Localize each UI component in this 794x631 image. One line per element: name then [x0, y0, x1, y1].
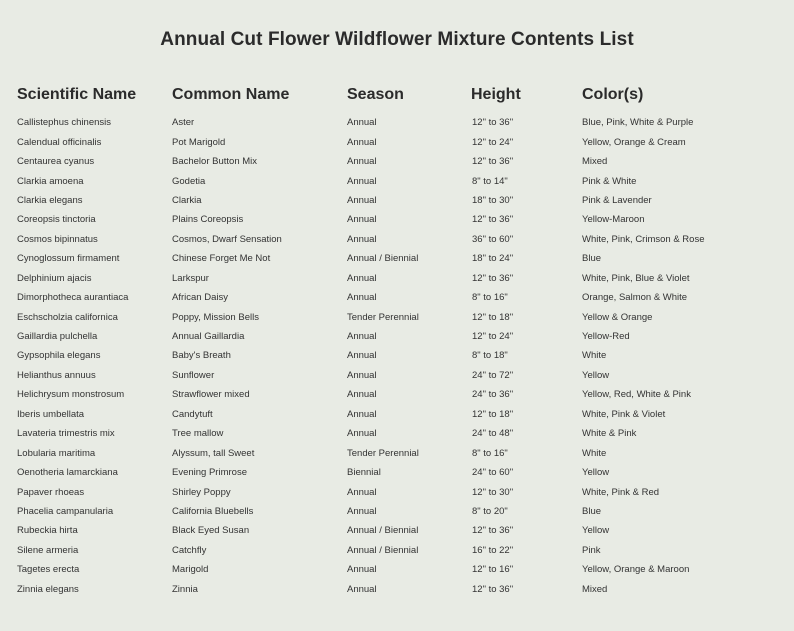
colors-cell: Blue [582, 505, 602, 517]
table-row [17, 541, 772, 560]
height-cell: 36" to 60" [472, 233, 514, 245]
common-name-cell: Zinnia [172, 583, 198, 595]
table-row [17, 424, 772, 443]
colors-cell: White, Pink, Crimson & Rose [582, 233, 705, 245]
table-row [17, 152, 772, 171]
header-season: Season [347, 86, 404, 103]
scientific-name-cell: Zinnia elegans [17, 583, 79, 595]
colors-cell: Yellow [582, 467, 610, 479]
common-name-cell: Annual Gaillardia [172, 331, 245, 343]
scientific-name-cell: Lobularia maritima [17, 447, 96, 459]
season-cell: Annual [347, 369, 377, 381]
common-name-cell: Poppy, Mission Bells [172, 311, 259, 323]
season-cell: Annual [347, 331, 377, 343]
colors-cell: Yellow & Orange [582, 311, 653, 323]
colors-cell: Yellow [582, 525, 610, 537]
common-name-cell: Cosmos, Dwarf Sensation [172, 233, 282, 245]
season-cell: Annual [347, 389, 377, 401]
colors-cell: Pink [582, 544, 601, 556]
common-name-cell: Larkspur [172, 272, 209, 284]
season-cell: Annual [347, 505, 377, 517]
colors-cell: White, Pink, Blue & Violet [582, 272, 690, 284]
table-row [17, 463, 772, 482]
season-cell: Annual / Biennial [347, 253, 419, 265]
common-name-cell: Godetia [172, 175, 206, 187]
season-cell: Annual [347, 156, 377, 168]
common-name-cell: Tree mallow [172, 428, 224, 440]
table-row [17, 307, 772, 326]
height-cell: 12" to 18" [472, 311, 514, 323]
table-row [17, 521, 772, 540]
common-name-cell: Evening Primrose [172, 467, 247, 479]
table-row [17, 191, 772, 210]
scientific-name-cell: Helichrysum monstrosum [17, 389, 125, 401]
season-cell: Annual [347, 292, 377, 304]
height-cell: 16" to 22" [472, 544, 514, 556]
height-cell: 12" to 16" [472, 564, 514, 576]
height-cell: 24" to 72" [472, 369, 514, 381]
table-row [17, 443, 772, 462]
colors-cell: Pink & White [582, 175, 637, 187]
colors-cell: White [582, 447, 607, 459]
common-name-cell: Bachelor Button Mix [172, 156, 258, 168]
scientific-name-cell: Phacelia campanularia [17, 505, 114, 517]
height-cell: 8" to 14" [472, 175, 508, 187]
header-scientific-name: Scientific Name [17, 86, 137, 103]
table-row [17, 560, 772, 579]
height-cell: 12" to 36" [472, 525, 514, 537]
table-header-row [17, 83, 772, 113]
height-cell: 12" to 24" [472, 136, 514, 148]
table-row [17, 502, 772, 521]
season-cell: Annual / Biennial [347, 544, 419, 556]
table-row [17, 269, 772, 288]
season-cell: Annual [347, 486, 377, 498]
scientific-name-cell: Dimorphotheca aurantiaca [17, 292, 129, 304]
header-common-name: Common Name [172, 86, 290, 103]
scientific-name-cell: Coreopsis tinctoria [17, 214, 96, 226]
colors-cell: Yellow-Maroon [582, 214, 645, 226]
season-cell: Annual [347, 117, 377, 129]
scientific-name-cell: Callistephus chinensis [17, 117, 111, 129]
scientific-name-cell: Cosmos bipinnatus [17, 233, 98, 245]
common-name-cell: Aster [172, 117, 195, 129]
colors-cell: Pink & Lavender [582, 194, 652, 206]
colors-cell: White & Pink [582, 428, 637, 440]
table-row [17, 405, 772, 424]
header-height: Height [471, 86, 521, 103]
common-name-cell: Sunflower [172, 369, 215, 381]
season-cell: Annual [347, 136, 377, 148]
colors-cell: Mixed [582, 583, 608, 595]
height-cell: 24" to 36" [472, 389, 514, 401]
table-row [17, 327, 772, 346]
height-cell: 24" to 48" [472, 428, 514, 440]
common-name-cell: Clarkia [172, 194, 202, 206]
height-cell: 12" to 30" [472, 486, 514, 498]
common-name-cell: Strawflower mixed [172, 389, 250, 401]
table-row [17, 288, 772, 307]
height-cell: 12" to 36" [472, 117, 514, 129]
height-cell: 12" to 24" [472, 331, 514, 343]
common-name-cell: Pot Marigold [172, 136, 226, 148]
height-cell: 8" to 16" [472, 292, 508, 304]
colors-cell: Orange, Salmon & White [582, 292, 688, 304]
height-cell: 18" to 30" [472, 194, 514, 206]
scientific-name-cell: Lavateria trimestris mix [17, 428, 115, 440]
season-cell: Tender Perennial [347, 311, 419, 323]
season-cell: Annual [347, 350, 377, 362]
common-name-cell: Shirley Poppy [172, 486, 231, 498]
table-row [17, 580, 772, 599]
common-name-cell: Alyssum, tall Sweet [172, 447, 255, 459]
season-cell: Annual [347, 564, 377, 576]
scientific-name-cell: Papaver rhoeas [17, 486, 85, 498]
height-cell: 12" to 36" [472, 272, 514, 284]
common-name-cell: Chinese Forget Me Not [172, 253, 271, 265]
scientific-name-cell: Delphinium ajacis [17, 272, 92, 284]
height-cell: 18" to 24" [472, 253, 514, 265]
colors-cell: Yellow, Orange & Cream [582, 136, 686, 148]
scientific-name-cell: Oenotheria lamarckiana [17, 467, 118, 479]
season-cell: Annual [347, 272, 377, 284]
common-name-cell: Catchfly [172, 544, 207, 556]
table-row [17, 171, 772, 190]
common-name-cell: Candytuft [172, 408, 213, 420]
colors-cell: Yellow [582, 369, 610, 381]
height-cell: 8" to 18" [472, 350, 508, 362]
height-cell: 12" to 36" [472, 214, 514, 226]
scientific-name-cell: Helianthus annuus [17, 369, 96, 381]
table-row [17, 346, 772, 365]
scientific-name-cell: Eschscholzia californica [17, 311, 118, 323]
colors-cell: White, Pink & Red [582, 486, 660, 498]
table-row [17, 132, 772, 151]
table-row [17, 113, 772, 132]
scientific-name-cell: Cynoglossum firmament [17, 253, 120, 265]
scientific-name-cell: Tagetes erecta [17, 564, 80, 576]
colors-cell: White [582, 350, 607, 362]
height-cell: 24" to 60" [472, 467, 514, 479]
season-cell: Annual [347, 583, 377, 595]
common-name-cell: Black Eyed Susan [172, 525, 250, 537]
scientific-name-cell: Iberis umbellata [17, 408, 85, 420]
common-name-cell: Marigold [172, 564, 209, 576]
season-cell: Annual [347, 233, 377, 245]
scientific-name-cell: Clarkia amoena [17, 175, 84, 187]
height-cell: 8" to 16" [472, 447, 508, 459]
common-name-cell: African Daisy [172, 292, 228, 304]
page-title: Annual Cut Flower Wildflower Mixture Contents List [160, 29, 634, 50]
scientific-name-cell: Rubeckia hirta [17, 525, 78, 537]
table-body [17, 113, 772, 599]
height-cell: 12" to 36" [472, 583, 514, 595]
common-name-cell: California Bluebells [172, 505, 254, 517]
season-cell: Annual / Biennial [347, 525, 419, 537]
scientific-name-cell: Calendual officinalis [17, 136, 102, 148]
colors-cell: Yellow-Red [582, 331, 630, 343]
contents-table [17, 83, 772, 599]
season-cell: Annual [347, 175, 377, 187]
season-cell: Annual [347, 408, 377, 420]
table-row [17, 366, 772, 385]
season-cell: Biennial [347, 467, 381, 479]
colors-cell: Blue [582, 253, 602, 265]
height-cell: 8" to 20" [472, 505, 508, 517]
colors-cell: Blue, Pink, White & Purple [582, 117, 694, 129]
table-row [17, 210, 772, 229]
scientific-name-cell: Centaurea cyanus [17, 156, 95, 168]
scientific-name-cell: Gaillardia pulchella [17, 331, 98, 343]
height-cell: 12" to 36" [472, 156, 514, 168]
common-name-cell: Baby's Breath [172, 350, 231, 362]
season-cell: Annual [347, 428, 377, 440]
season-cell: Tender Perennial [347, 447, 419, 459]
table-row [17, 249, 772, 268]
colors-cell: White, Pink & Violet [582, 408, 666, 420]
colors-cell: Mixed [582, 156, 608, 168]
table-row [17, 385, 772, 404]
common-name-cell: Plains Coreopsis [172, 214, 244, 226]
table-row [17, 482, 772, 501]
header-colors: Color(s) [582, 86, 644, 103]
table-row [17, 230, 772, 249]
scientific-name-cell: Clarkia elegans [17, 194, 83, 206]
height-cell: 12" to 18" [472, 408, 514, 420]
season-cell: Annual [347, 194, 377, 206]
scientific-name-cell: Silene armeria [17, 544, 79, 556]
colors-cell: Yellow, Orange & Maroon [582, 564, 690, 576]
scientific-name-cell: Gypsophila elegans [17, 350, 101, 362]
season-cell: Annual [347, 214, 377, 226]
colors-cell: Yellow, Red, White & Pink [582, 389, 691, 401]
